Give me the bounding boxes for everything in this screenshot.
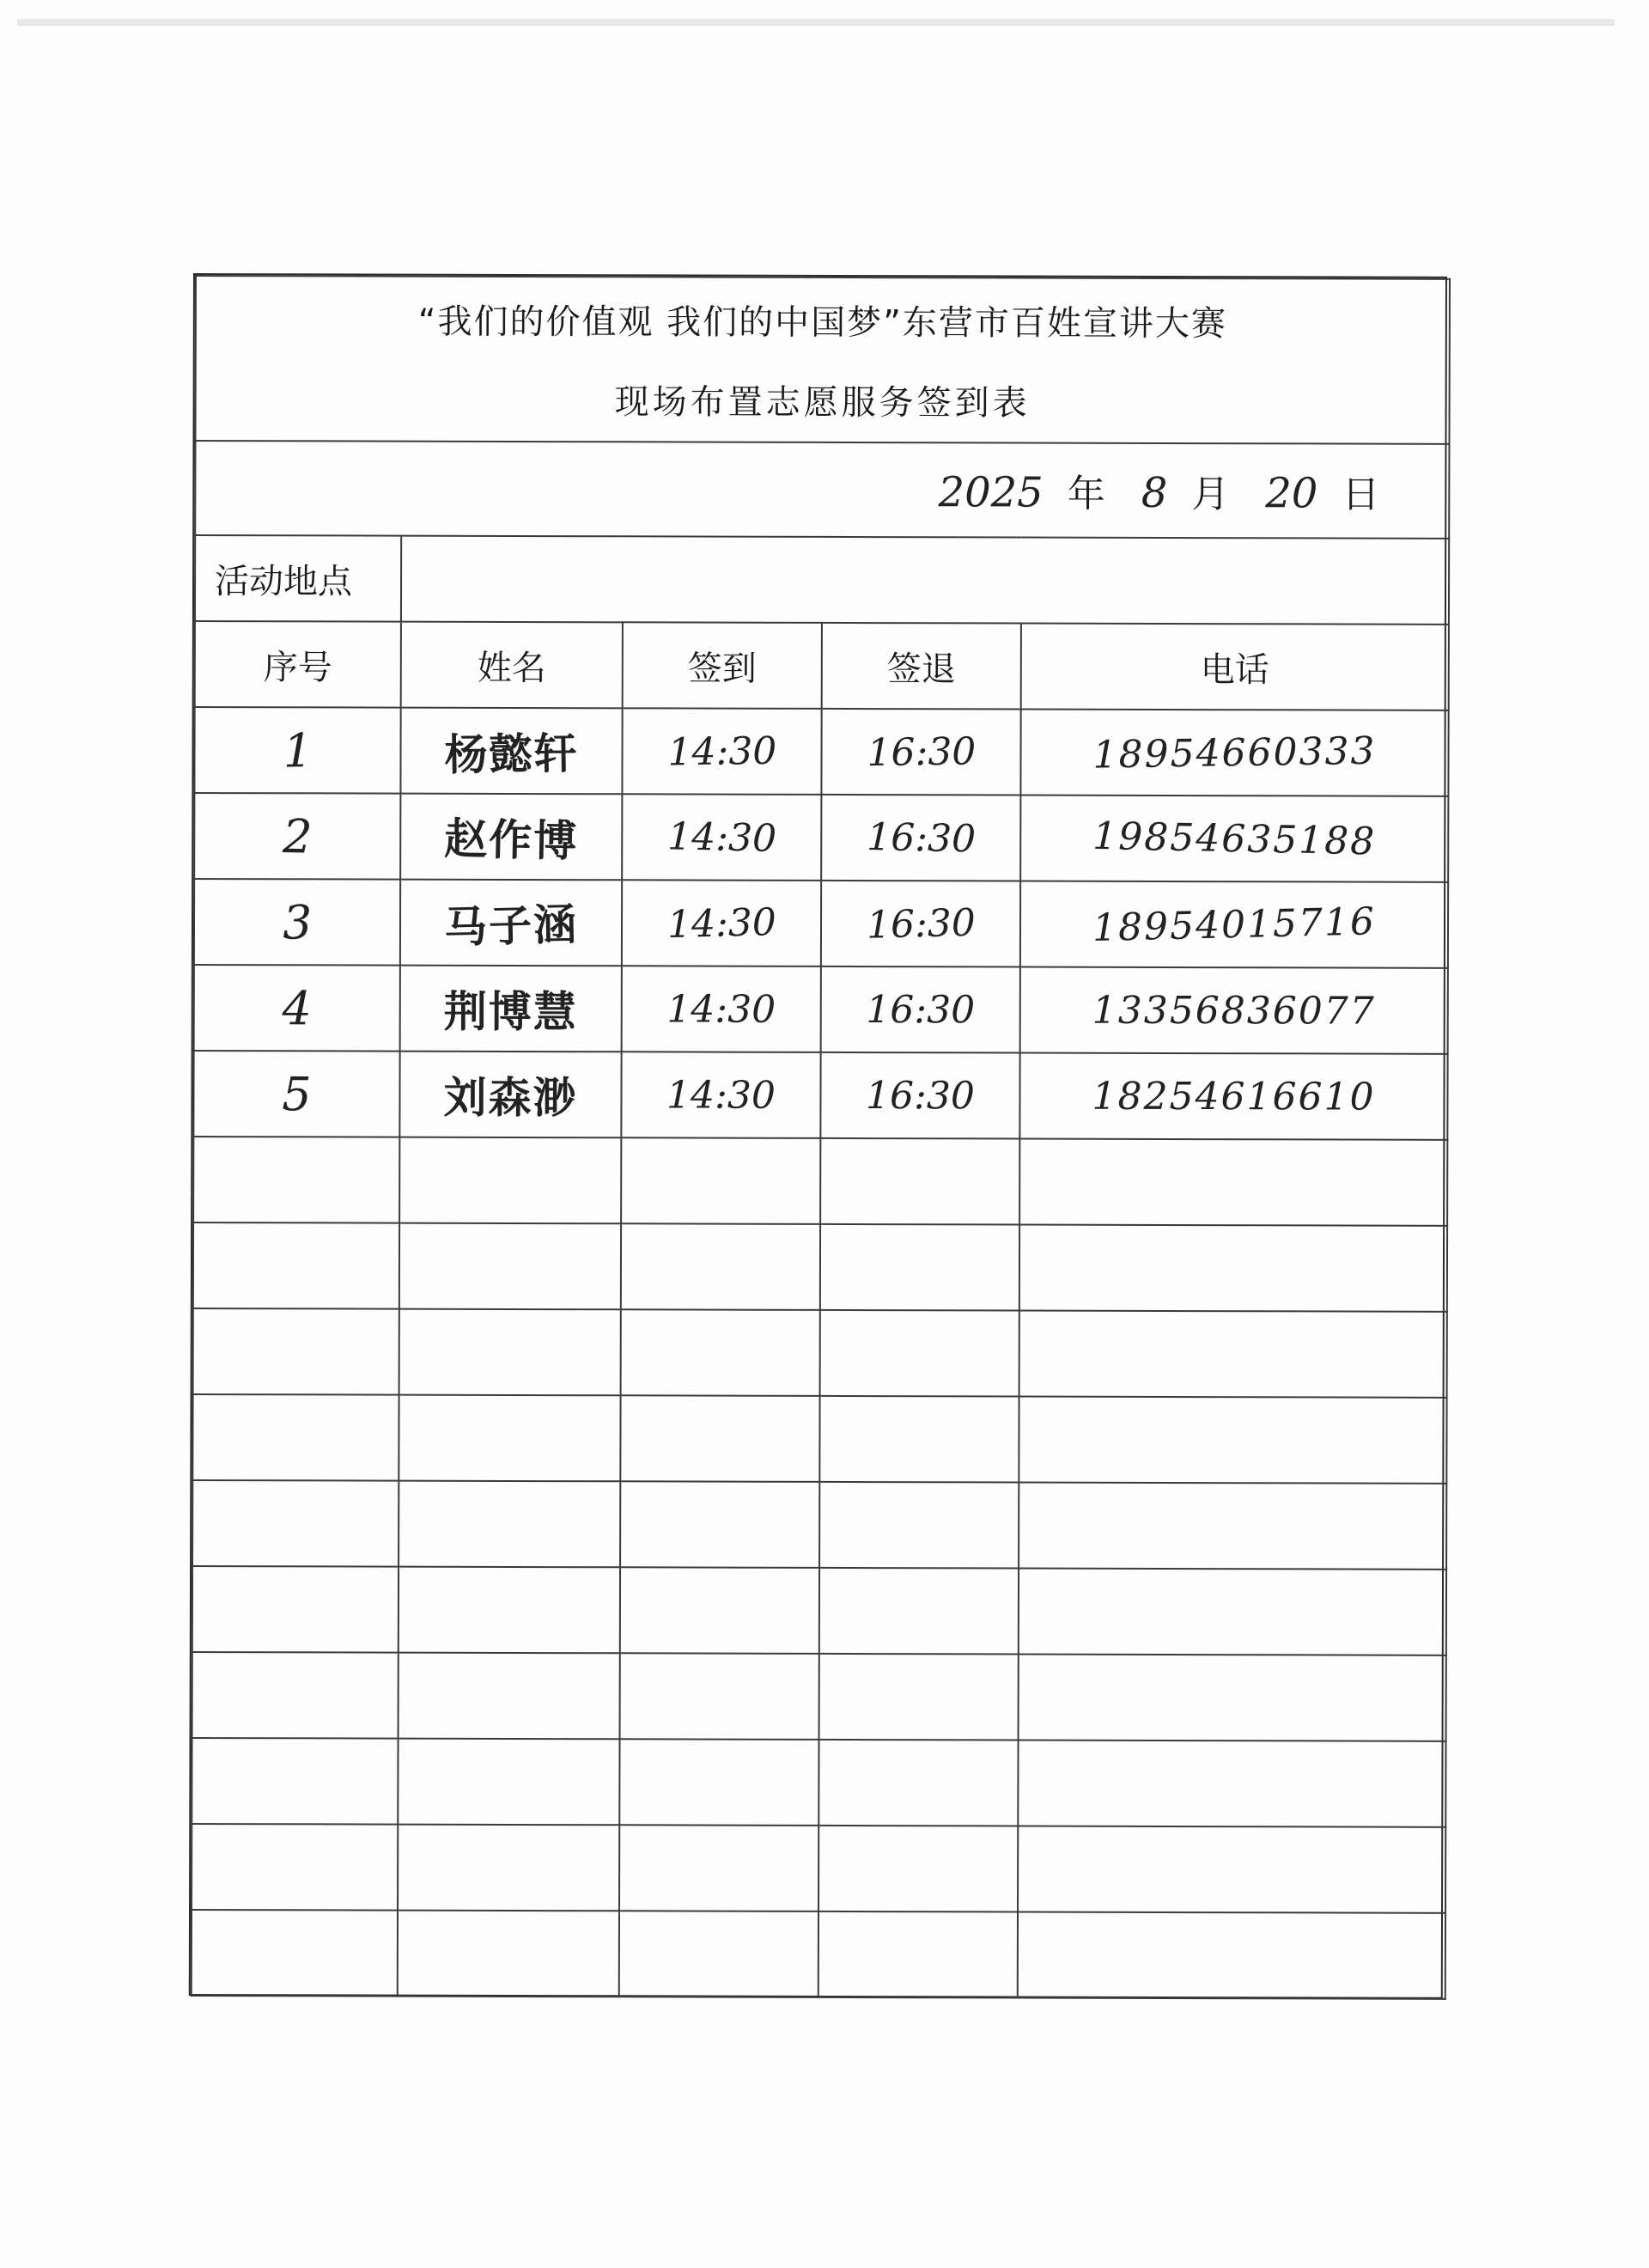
empty-row <box>192 1652 1446 1741</box>
form-title: “我们的价值观 我们的中国梦”东营市百姓宣讲大赛 <box>417 302 1228 344</box>
form-subtitle: 现场布置志愿服务签到表 <box>614 382 1031 424</box>
table-row <box>194 879 1448 968</box>
col-header-name: 姓名 <box>401 622 623 709</box>
row-phone: 13356836077 <box>1092 988 1376 1033</box>
empty-row <box>192 1480 1446 1570</box>
signin-table <box>191 275 1451 2000</box>
row-phone: 18254616610 <box>1092 1074 1376 1119</box>
col-header-phone: 电话 <box>1021 624 1449 710</box>
row-seq: 4 <box>282 980 313 1035</box>
row-checkout: 16:30 <box>866 900 977 948</box>
row-checkin: 14:30 <box>666 814 777 861</box>
table-row <box>194 965 1448 1054</box>
date-year-label: 年 <box>1067 472 1105 516</box>
empty-row <box>193 1222 1447 1312</box>
date-year: 2025 <box>938 468 1044 517</box>
title-block <box>195 276 1450 444</box>
empty-row <box>192 1566 1446 1655</box>
row-checkin: 14:30 <box>666 899 777 947</box>
location-value <box>401 536 1449 625</box>
date-month: 8 <box>1141 468 1168 517</box>
row-phone: 19854635188 <box>1092 814 1377 863</box>
empty-row <box>193 1137 1447 1226</box>
row-checkin: 14:30 <box>666 729 777 775</box>
row-checkout: 16:30 <box>866 814 977 861</box>
empty-row <box>193 1308 1447 1398</box>
row-name: 荆博慧 <box>443 986 578 1038</box>
date-row <box>195 441 1449 539</box>
row-checkout: 16:30 <box>866 729 977 775</box>
signin-sheet <box>189 273 1447 1999</box>
row-checkout: 16:30 <box>866 987 976 1032</box>
table-header <box>195 621 1449 710</box>
row-checkin: 14:30 <box>666 986 776 1032</box>
scan-edge <box>17 19 1615 26</box>
row-checkin: 14:30 <box>666 1072 776 1118</box>
row-name: 刘森渺 <box>443 1072 578 1124</box>
empty-row <box>192 1394 1446 1484</box>
row-phone: 18954660333 <box>1092 729 1377 777</box>
table-row <box>194 793 1448 882</box>
row-seq: 2 <box>282 808 313 864</box>
row-seq: 5 <box>282 1066 312 1121</box>
row-seq: 1 <box>282 722 313 778</box>
row-name: 赵作博 <box>443 814 579 867</box>
empty-row <box>192 1824 1445 1913</box>
row-seq: 3 <box>282 894 313 950</box>
col-header-seq: 序号 <box>195 621 401 708</box>
col-header-checkin: 签到 <box>623 622 822 709</box>
date-day: 20 <box>1265 469 1318 518</box>
row-checkout: 16:30 <box>866 1073 975 1118</box>
location-label: 活动地点 <box>195 535 401 622</box>
row-name: 马子涵 <box>443 899 579 953</box>
table-row <box>193 1051 1447 1140</box>
empty-row <box>192 1910 1445 1999</box>
empty-row <box>192 1738 1445 1827</box>
col-header-checkout: 签退 <box>822 623 1021 710</box>
row-phone: 18954015716 <box>1092 899 1377 950</box>
table-row <box>194 707 1448 796</box>
date-month-label: 月 <box>1191 472 1230 517</box>
date-day-label: 日 <box>1342 472 1380 517</box>
row-name: 杨懿轩 <box>444 728 580 781</box>
